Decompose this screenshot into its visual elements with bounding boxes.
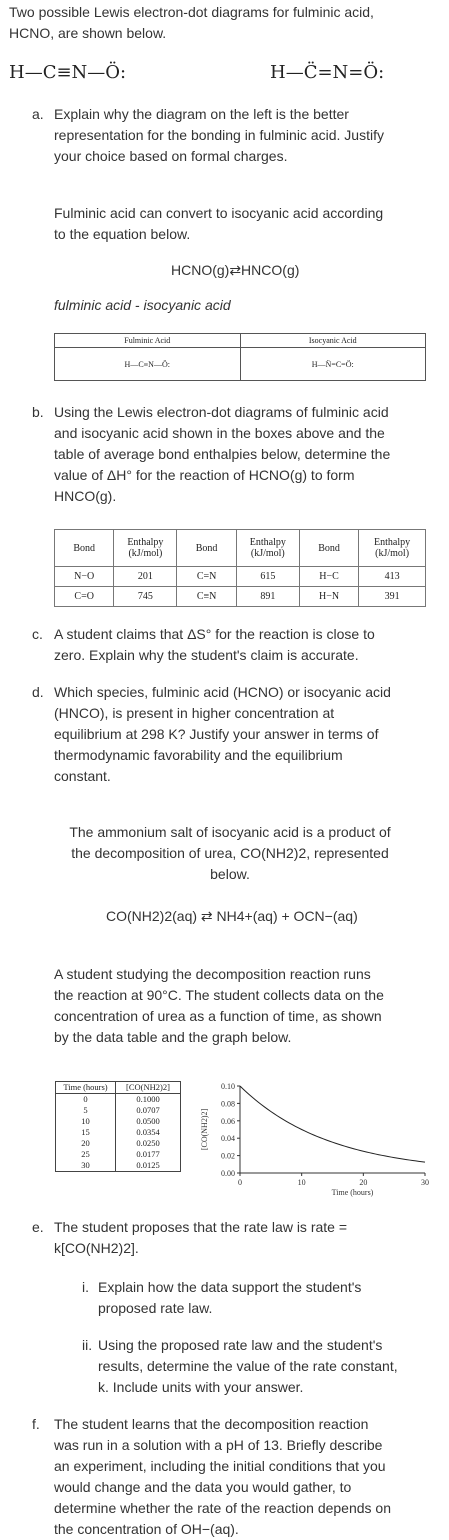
- part-e-ii-line: Using the proposed rate law and the student's: [98, 1337, 383, 1353]
- part-b-text: [54, 402, 439, 507]
- enthalpy-cell: 745: [114, 587, 177, 607]
- convert-text: [54, 203, 439, 245]
- part-e-line-1: The student proposes that the rate law is rate =: [54, 1219, 348, 1235]
- intro-line-2: HCNO, are shown below.: [9, 25, 167, 41]
- concentration-cell: 0.0354: [116, 1127, 181, 1138]
- convert-line-2: to the equation below.: [54, 226, 191, 242]
- bond-cell: H−N: [299, 587, 358, 607]
- concentration-cell: 0.0125: [116, 1160, 181, 1172]
- part-e-i-line: proposed rate law.: [98, 1300, 213, 1316]
- part-d-line: equilibrium at 298 K? Justify your answer in terms of: [54, 726, 379, 742]
- caption-fulminic-isocyanic: fulminic acid - isocyanic acid: [54, 297, 231, 313]
- structure-box-table: [54, 333, 426, 381]
- part-f-label: f.: [32, 1416, 40, 1432]
- enthalpy-cell: 615: [236, 567, 299, 587]
- lewis-diagram-right: H—C̈=N=Ö:: [270, 62, 385, 83]
- part-e-i-line: Explain how the data support the student's: [98, 1279, 362, 1295]
- enthalpy-cell: 391: [359, 587, 426, 607]
- structure-header-right: Isocyanic Acid: [240, 334, 426, 348]
- concentration-cell: 0.0707: [116, 1105, 181, 1116]
- part-b-label: b.: [32, 404, 44, 420]
- enthalpy-header: Enthalpy (kJ/mol): [114, 530, 177, 567]
- enthalpy-cell: 891: [236, 587, 299, 607]
- part-e-i-label: i.: [82, 1279, 89, 1295]
- part-a-line: representation for the bonding in fulminic acid. Justify: [54, 127, 384, 143]
- enthalpy-header: Enthalpy (kJ/mol): [236, 530, 299, 567]
- bond-cell: C≡N: [177, 587, 236, 607]
- time-header: Time (hours): [56, 1082, 116, 1094]
- bond-header: Bond: [55, 530, 114, 567]
- structure-right: H—N̈=C=Ö:: [240, 348, 426, 381]
- ammonium-line-2: the decomposition of urea, CO(NH2)2, represented: [71, 845, 389, 861]
- y-axis-label: [CO(NH2)2]: [200, 1108, 209, 1151]
- part-e-i-text: [98, 1277, 438, 1319]
- time-cell: 25: [56, 1149, 116, 1160]
- y-tick-label: 0.04: [221, 1134, 235, 1144]
- time-cell: 0: [56, 1094, 116, 1106]
- table-row: [56, 1149, 181, 1160]
- time-cell: 15: [56, 1127, 116, 1138]
- part-f-line: The student learns that the decomposition reaction: [54, 1416, 369, 1432]
- x-tick-label: 10: [297, 1178, 306, 1187]
- part-e-text: [54, 1217, 439, 1259]
- enthalpy-header: Enthalpy (kJ/mol): [359, 530, 426, 567]
- table-row: [56, 1094, 181, 1106]
- part-e-line-2: k[CO(NH2)2].: [54, 1240, 139, 1256]
- y-tick-label: 0.08: [221, 1099, 235, 1109]
- part-b-line: table of average bond enthalpies below, determine the: [54, 446, 391, 462]
- convert-line-1: Fulminic acid can convert to isocyanic acid according: [54, 205, 384, 221]
- urea-concentration-chart: [195, 1078, 440, 1208]
- study-line: A student studying the decomposition reaction runs: [54, 966, 371, 982]
- ammonium-text: [40, 822, 420, 885]
- y-tick-label: 0.00: [221, 1169, 235, 1178]
- study-line: concentration of urea as a function of time, as shown: [54, 1008, 382, 1024]
- bond-cell: N−O: [55, 567, 114, 587]
- time-cell: 30: [56, 1160, 116, 1172]
- concentration-cell: 0.0177: [116, 1149, 181, 1160]
- intro-text: [9, 2, 439, 44]
- part-a-line: your choice based on formal charges.: [54, 148, 288, 164]
- ammonium-line-3: below.: [210, 866, 250, 882]
- equation-urea-decomposition: CO(NH2)2(aq) ⇄ NH4+(aq) + OCN−(aq): [106, 908, 358, 924]
- y-tick-label: 0.10: [221, 1082, 235, 1091]
- table-row: [56, 1127, 181, 1138]
- part-d-line: constant.: [54, 768, 111, 784]
- x-tick-label: 0: [238, 1178, 242, 1187]
- part-c-text: [54, 624, 439, 666]
- time-cell: 20: [56, 1138, 116, 1149]
- part-e-label: e.: [32, 1219, 44, 1235]
- urea-data-table: [55, 1081, 181, 1172]
- bond-cell: C=N: [177, 567, 236, 587]
- concentration-cell: 0.0250: [116, 1138, 181, 1149]
- table-row: [56, 1138, 181, 1149]
- study-line: by the data table and the graph below.: [54, 1029, 292, 1045]
- time-cell: 5: [56, 1105, 116, 1116]
- part-f-line: determine whether the rate of the reaction depends on: [54, 1500, 391, 1516]
- part-c-label: c.: [32, 626, 43, 642]
- table-row: [56, 1105, 181, 1116]
- bond-row: [55, 567, 426, 587]
- study-line: the reaction at 90°C. The student collects data on the: [54, 987, 384, 1003]
- bond-cell: H−C: [299, 567, 358, 587]
- intro-line-1: Two possible Lewis electron-dot diagrams for fulminic acid,: [9, 4, 374, 20]
- part-f-text: [54, 1414, 439, 1540]
- part-a-line: Explain why the diagram on the left is the better: [54, 106, 349, 122]
- part-d-line: thermodynamic favorability and the equilibrium: [54, 747, 343, 763]
- series-line: [240, 1086, 425, 1162]
- part-f-line: an experiment, including the initial conditions that you: [54, 1458, 386, 1474]
- concentration-cell: 0.1000: [116, 1094, 181, 1106]
- part-b-line: HNCO(g).: [54, 488, 117, 504]
- table-row: [56, 1160, 181, 1172]
- part-a-label: a.: [32, 106, 44, 122]
- structure-left: H—C≡N—Ö:: [55, 348, 241, 381]
- bond-header: Bond: [299, 530, 358, 567]
- bond-cell: C=O: [55, 587, 114, 607]
- part-b-line: value of ΔH° for the reaction of HCNO(g) to form: [54, 467, 355, 483]
- x-tick-label: 30: [421, 1178, 429, 1187]
- x-tick-label: 20: [359, 1178, 368, 1187]
- study-text: [54, 964, 439, 1048]
- part-b-line: Using the Lewis electron-dot diagrams of fulminic acid: [54, 404, 389, 420]
- bond-header: Bond: [177, 530, 236, 567]
- part-d-text: [54, 682, 439, 787]
- ammonium-line-1: The ammonium salt of isocyanic acid is a product of: [69, 824, 391, 840]
- part-d-line: (HNCO), is present in higher concentration at: [54, 705, 335, 721]
- part-d-line: Which species, fulminic acid (HCNO) or isocyanic acid: [54, 684, 391, 700]
- table-row: [56, 1116, 181, 1127]
- part-e-ii-line: results, determine the value of the rate constant,: [98, 1358, 398, 1374]
- part-d-label: d.: [32, 684, 44, 700]
- part-c-line: zero. Explain why the student's claim is accurate.: [54, 647, 359, 663]
- bond-row: [55, 587, 426, 607]
- part-a-text: [54, 104, 439, 167]
- enthalpy-cell: 201: [114, 567, 177, 587]
- part-e-ii-label: ii.: [82, 1337, 93, 1353]
- part-b-line: and isocyanic acid shown in the boxes above and the: [54, 425, 385, 441]
- concentration-cell: 0.0500: [116, 1116, 181, 1127]
- part-f-line: would change and the data you would gather, to: [54, 1479, 352, 1495]
- time-cell: 10: [56, 1116, 116, 1127]
- lewis-diagram-left: H—C≡N—Ö:: [9, 62, 127, 83]
- y-tick-label: 0.02: [221, 1151, 235, 1161]
- structure-header-left: Fulminic Acid: [55, 334, 241, 348]
- y-tick-label: 0.06: [221, 1116, 235, 1126]
- part-e-ii-line: k. Include units with your answer.: [98, 1379, 304, 1395]
- part-f-line: the concentration of OH−(aq).: [54, 1521, 239, 1537]
- equation-fulminic-isocyanic: HCNO(g)⇄HNCO(g): [171, 262, 300, 278]
- part-f-line: was run in a solution with a pH of 13. Briefly describe: [54, 1437, 383, 1453]
- enthalpy-cell: 413: [359, 567, 426, 587]
- concentration-header: [CO(NH2)2]: [116, 1082, 181, 1094]
- part-c-line: A student claims that ΔS° for the reaction is close to: [54, 626, 375, 642]
- x-axis-label: Time (hours): [331, 1188, 374, 1197]
- part-e-ii-text: [98, 1335, 438, 1398]
- bond-enthalpy-table: [54, 529, 426, 607]
